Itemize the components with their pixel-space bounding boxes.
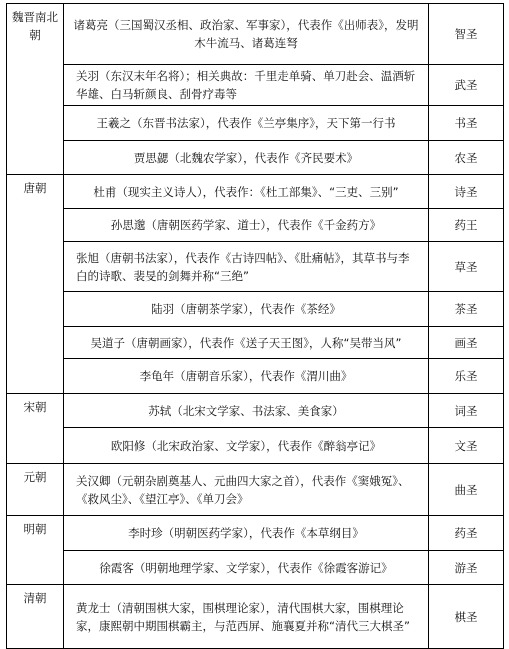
title-cell: 草圣 (429, 242, 504, 292)
table-row (7, 4, 504, 65)
table-row (7, 359, 504, 394)
title-cell: 药王 (429, 209, 504, 242)
table-row (7, 327, 504, 359)
table-row (7, 242, 504, 292)
title-cell: 词圣 (429, 394, 504, 428)
description-cell: 张旭（唐朝书法家），代表作《古诗四帖》、《肚痛帖》，其草书与李白的诗歌、裴旻的剑舞并称“三绝” (64, 242, 429, 292)
title-cell: 书圣 (429, 106, 504, 141)
era-cell: 清朝 (7, 585, 64, 649)
description-cell: 李时珍（明朝医药学家），代表作《本草纲目》 (64, 516, 429, 551)
table-row (7, 394, 504, 428)
description-cell: 王羲之（东晋书法家），代表作《兰亭集序》，天下第一行书 (64, 106, 429, 141)
title-cell: 武圣 (429, 65, 504, 106)
era-cell: 唐朝 (7, 175, 64, 394)
title-cell: 文圣 (429, 428, 504, 464)
description-cell: 孙思邈（唐朝医药学家、道士），代表作《千金药方》 (64, 209, 429, 242)
era-cell: 明朝 (7, 516, 64, 585)
table-row (7, 551, 504, 585)
description-cell: 黄龙士（清朝围棋大家，围棋理论家），清代围棋大家，围棋理论家，康熙朝中期围棋霸主，与范西屏、施襄夏并称“清代三大棋圣” (64, 585, 429, 649)
description-cell: 欧阳修（北宋政治家、文学家），代表作《醉翁亭记》 (64, 428, 429, 464)
title-cell: 农圣 (429, 141, 504, 175)
era-cell: 魏晋南北朝 (7, 4, 64, 175)
table-row (7, 175, 504, 209)
description-cell: 杜甫（现实主义诗人），代表作：《杜工部集》、“三吏、三别” (64, 175, 429, 209)
table-row (7, 209, 504, 242)
title-cell: 茶圣 (429, 292, 504, 327)
title-cell: 棋圣 (429, 585, 504, 649)
description-cell: 苏轼（北宋文学家、书法家、美食家） (64, 394, 429, 428)
title-cell: 曲圣 (429, 464, 504, 516)
sages-table (6, 3, 504, 649)
table-row (7, 516, 504, 551)
title-cell: 游圣 (429, 551, 504, 585)
title-cell: 诗圣 (429, 175, 504, 209)
table-row (7, 141, 504, 175)
description-cell: 吴道子（唐朝画家），代表作《送子天王图》，人称“吴带当风” (64, 327, 429, 359)
description-cell: 李龟年（唐朝音乐家），代表作《渭川曲》 (64, 359, 429, 394)
title-cell: 药圣 (429, 516, 504, 551)
era-cell: 元朝 (7, 464, 64, 516)
description-cell: 贾思勰（北魏农学家），代表作《齐民要术》 (64, 141, 429, 175)
title-cell: 画圣 (429, 327, 504, 359)
description-cell: 徐霞客（明朝地理学家、文学家），代表作《徐霞客游记》 (64, 551, 429, 585)
table-row (7, 428, 504, 464)
description-cell: 诸葛亮（三国蜀汉丞相、政治家、军事家），代表作《出师表》，发明木牛流马、诸葛连弩 (64, 4, 429, 65)
table-row (7, 65, 504, 106)
description-cell: 陆羽（唐朝茶学家），代表作《茶经》 (64, 292, 429, 327)
description-cell: 关羽（东汉末年名将）；相关典故：千里走单骑、单刀赴会、温酒斩华雄、白马斩颜良、刮骨疗毒等 (64, 65, 429, 106)
era-cell: 宋朝 (7, 394, 64, 464)
table-row (7, 585, 504, 649)
table-row (7, 106, 504, 141)
title-cell: 智圣 (429, 4, 504, 65)
description-cell: 关汉卿（元朝杂剧奠基人、元曲四大家之首），代表作《窦娥冤》、《救风尘》、《望江亭》、《单刀会》 (64, 464, 429, 516)
title-cell: 乐圣 (429, 359, 504, 394)
table-row (7, 464, 504, 516)
table-row (7, 292, 504, 327)
